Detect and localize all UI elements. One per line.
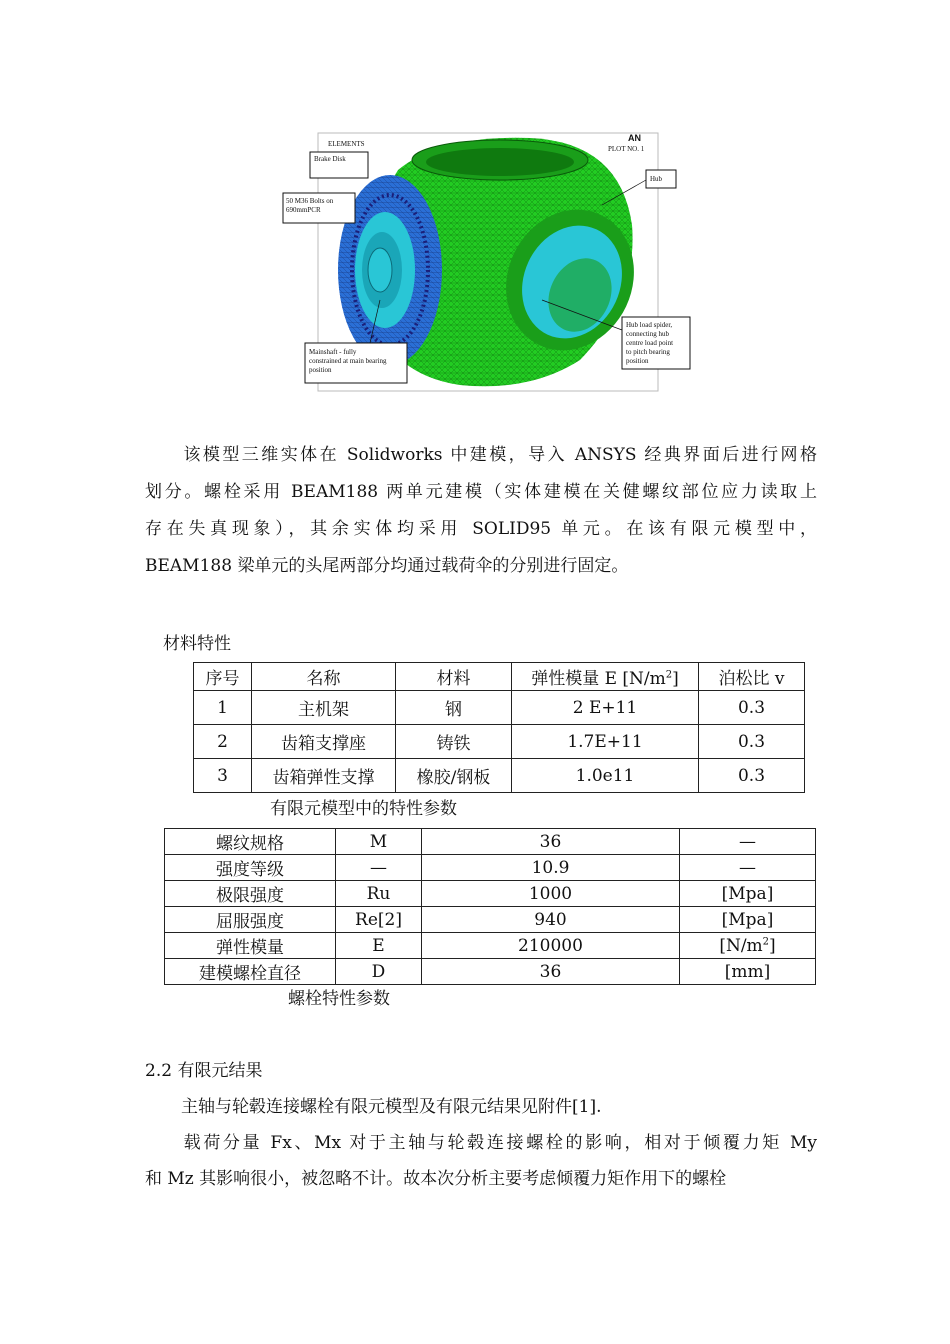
cell: Ru	[336, 881, 422, 907]
cell: 极限强度	[165, 881, 336, 907]
cell: 210000	[422, 933, 680, 959]
cell: 1	[194, 691, 252, 725]
header-cell: 泊松比 v	[699, 663, 805, 691]
cell: 2 E+11	[512, 691, 699, 725]
cell: 36	[422, 959, 680, 985]
header-cell: 序号	[194, 663, 252, 691]
section-line: 主轴与轮毂连接螺栓有限元模型及有限元结果见附件[1].	[181, 1097, 602, 1117]
para-line: 划分。螺栓采用 BEAM188 两单元建模（实体建模在关健螺纹部位应力读取上	[145, 482, 817, 502]
cell: —	[680, 829, 816, 855]
cell: 2	[194, 725, 252, 759]
cell: 铸铁	[396, 725, 512, 759]
para-line: BEAM188 梁单元的头尾两部分均通过载荷伞的分别进行固定。	[145, 556, 629, 576]
table-row	[165, 829, 816, 855]
table-row	[194, 725, 805, 759]
cell: E	[336, 933, 422, 959]
cell: 940	[422, 907, 680, 933]
ansys-header: ELEMENTS	[328, 140, 365, 148]
cell: 齿箱支撑座	[252, 725, 396, 759]
cell: 3	[194, 759, 252, 793]
cell: 屈服强度	[165, 907, 336, 933]
svg-text:Mainshaft - fully: Mainshaft - fully	[309, 348, 357, 356]
bolt-properties-table	[164, 828, 816, 985]
table-row	[165, 855, 816, 881]
cell: 1000	[422, 881, 680, 907]
table-row	[165, 933, 816, 959]
svg-text:50 M36 Bolts on: 50 M36 Bolts on	[286, 197, 334, 205]
cell: 0.3	[699, 725, 805, 759]
fea-model-diagram	[280, 130, 695, 395]
cell: 钢	[396, 691, 512, 725]
cell: [mm]	[680, 959, 816, 985]
cell: 螺纹规格	[165, 829, 336, 855]
cell: Re[2]	[336, 907, 422, 933]
svg-text:to pitch bearing: to pitch bearing	[626, 348, 670, 356]
cell: D	[336, 959, 422, 985]
para-line: 存在失真现象），其余实体均采用 SOLID95 单元。在该有限元模型中，	[145, 519, 817, 539]
table-row	[165, 907, 816, 933]
cell: M	[336, 829, 422, 855]
cell: —	[336, 855, 422, 881]
cell: 橡胶/钢板	[396, 759, 512, 793]
cell: 1.7E+11	[512, 725, 699, 759]
svg-text:Hub: Hub	[650, 175, 663, 183]
cell: 36	[422, 829, 680, 855]
para-line: 该模型三维实体在 Solidworks 中建模，导入 ANSYS 经典界面后进行网格	[181, 445, 817, 465]
table-row	[194, 759, 805, 793]
table-row	[165, 959, 816, 985]
cell: 强度等级	[165, 855, 336, 881]
header-cell: 材料	[396, 663, 512, 691]
cell: —	[680, 855, 816, 881]
cell: 0.3	[699, 691, 805, 725]
plot-no: PLOT NO. 1	[608, 145, 645, 153]
table-row	[165, 881, 816, 907]
cell: 1.0e11	[512, 759, 699, 793]
header-cell: 名称	[252, 663, 396, 691]
svg-text:centre load point: centre load point	[626, 339, 674, 347]
section-line: 和 Mz 其影响很小，被忽略不计。故本次分析主要考虑倾覆力矩作用下的螺栓	[145, 1169, 727, 1189]
svg-text:position: position	[626, 357, 649, 365]
section-heading: 2.2 有限元结果	[145, 1061, 263, 1081]
table-row	[194, 691, 805, 725]
model-description	[145, 437, 817, 585]
cell: 弹性模量	[165, 933, 336, 959]
ansys-logo: AN	[628, 133, 641, 143]
section-line: 载荷分量 Fx、Mx 对于主轴与轮毂连接螺栓的影响，相对于倾覆力矩 My	[181, 1133, 817, 1153]
table-header-row	[194, 663, 805, 691]
header-cell: 弹性模量 E $[N/m^2]$	[512, 663, 699, 691]
table2-caption: 螺栓特性参数	[288, 989, 390, 1009]
svg-text:position: position	[309, 366, 332, 374]
svg-text:Brake Disk: Brake Disk	[314, 155, 346, 163]
svg-text:Hub load spider,: Hub load spider,	[626, 321, 673, 329]
cell: [Mpa]	[680, 907, 816, 933]
cell: 0.3	[699, 759, 805, 793]
svg-text:690mmPCR: 690mmPCR	[286, 206, 321, 214]
cell: 主机架	[252, 691, 396, 725]
svg-text:connecting hub: connecting hub	[626, 330, 669, 338]
cell: $[N/m^2]$	[680, 933, 816, 959]
cell: 齿箱弹性支撑	[252, 759, 396, 793]
table1-title: 材料特性	[163, 634, 231, 654]
table1-caption: 有限元模型中的特性参数	[270, 799, 457, 819]
cell: [Mpa]	[680, 881, 816, 907]
fea-model-figure	[280, 130, 695, 395]
cell: 建模螺栓直径	[165, 959, 336, 985]
svg-text:constrained at main bearing: constrained at main bearing	[309, 357, 387, 365]
cell: 10.9	[422, 855, 680, 881]
material-properties-table	[193, 662, 805, 793]
